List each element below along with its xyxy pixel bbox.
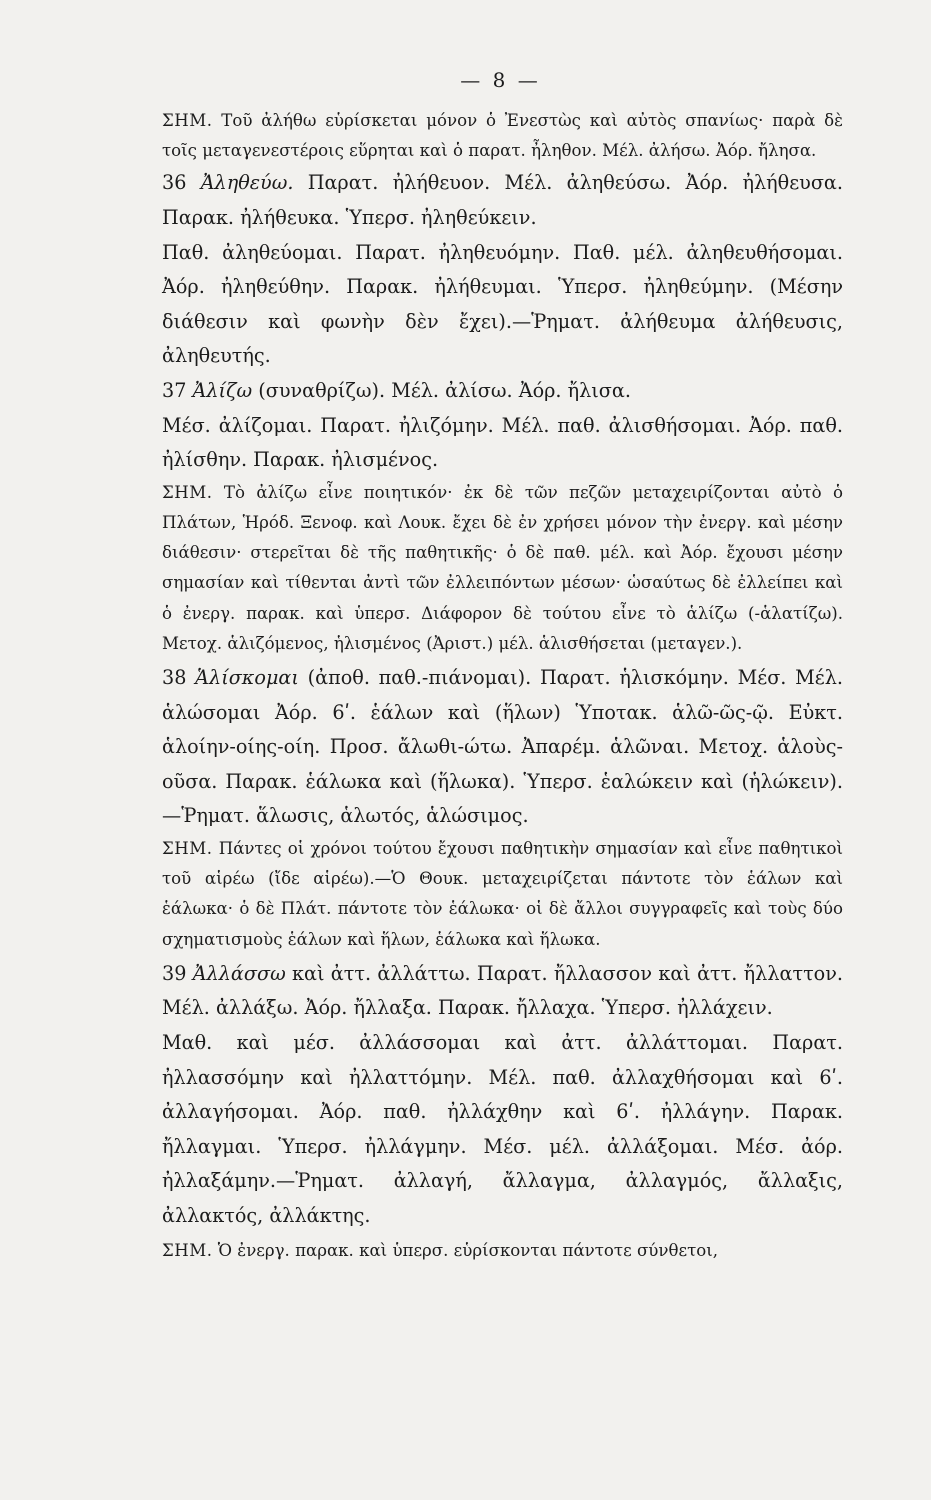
- entry-36: [138, 166, 843, 235]
- page-number: — 8 —: [460, 68, 541, 92]
- entry-text: (συναθρίζω). Μέλ. ἀλίσω. Ἀόρ. ἤλισα.: [258, 378, 631, 402]
- entry-number: 38: [162, 665, 187, 689]
- entry-text: (ἀποθ. παθ.-πιάνομαι). Παρατ. ἡλισκόμην. Μέσ. Μέλ. ἁλώσομαι Ἀόρ. 6ʹ. ἑάλων καὶ (ἥλων) Ὑποτακ. ἁλῶ-ῶς-ῷ. Εὐκτ. ἁλοίην-οίης-οίη. Προσ. ἄλωθι-ώτω. Ἀπαρέμ. ἁλῶναι. Μετοχ. ἁλοὺς-οῦσα. Παρακ. ἑάλωκα καὶ (ἥλωκα). Ὑπερσ. ἑαλώκειν καὶ (ἡλώκειν).—Ῥηματ. ἅλωσις, ἁλωτός, ἁλώσιμος.: [162, 665, 843, 828]
- note-paragraph: [138, 106, 843, 166]
- note-paragraph: [138, 1236, 843, 1266]
- entry-38: [138, 661, 843, 834]
- note-text: Ὁ ἐνεργ. παρακ. καὶ ὑπερσ. εὑρίσκονται πάντοτε σύνθετοι,: [217, 1240, 719, 1260]
- entry-text: καὶ ἀττ. ἀλλάττω. Παρατ. ἤλλασσον καὶ ἀττ. ἤλλαττον. Μέλ. ἀλλάξω. Ἀόρ. ἤλλαξα. Παρακ. ἤλλαχα. Ὑπερσ. ἠλλάχειν.: [162, 961, 843, 1020]
- entry-text: Μαθ. καὶ μέσ. ἀλλάσσομαι καὶ ἀττ. ἀλλάττομαι. Παρατ. ἠλλασσόμην καὶ ἠλλαττόμην. Μέλ. παθ. ἀλλαχθήσομαι καὶ 6ʹ. ἀλλαγήσομαι. Ἀόρ. παθ. ἠλλάχθην καὶ 6ʹ. ἠλλάγην. Παρακ. ἤλλαγμαι. Ὑπερσ. ἠλλάγμην. Μέσ. μέλ. ἀλλάξομαι. Μέσ. ἀόρ. ἠλλαξάμην.—Ῥηματ. ἀλλαγή, ἄλλαγμα, ἀλλαγμός, ἄλλαξις, ἀλλακτός, ἀλλάκτης.: [162, 1030, 843, 1227]
- note-paragraph: [138, 478, 843, 659]
- entry-text: Παθ. ἀληθεύομαι. Παρατ. ἠληθευόμην. Παθ. μέλ. ἀληθευθήσομαι. Ἀόρ. ἠληθεύθην. Παρακ. ἠλήθευμαι. Ὑπερσ. ἠληθεύμην. (Μέσην διάθεσιν καὶ φωνὴν δὲν ἔχει).—Ῥηματ. ἀλήθευμα ἀλήθευσις, ἀληθευτής.: [162, 240, 843, 368]
- note-label: ΣΗΜ.: [162, 1240, 213, 1260]
- entry-headword: Ἀληθεύω.: [200, 171, 294, 195]
- entry-text: Μέσ. ἀλίζομαι. Παρατ. ἠλιζόμην. Μέλ. παθ. ἀλισθήσομαι. Ἀόρ. παθ. ἠλίσθην. Παρακ. ἠλισμένος.: [162, 413, 843, 472]
- note-paragraph: [138, 834, 843, 955]
- entry-headword: Ἀλίζω: [192, 378, 253, 402]
- note-label: ΣΗΜ.: [162, 111, 213, 130]
- entry-39: [138, 957, 843, 1026]
- entry-number: 39: [162, 961, 187, 985]
- entry-number: 36: [162, 171, 187, 195]
- note-label: ΣΗΜ.: [162, 482, 213, 502]
- entry-37-middle: [138, 409, 843, 478]
- entry-text: Παρατ. ἠλήθευον. Μέλ. ἀληθεύσω. Ἀόρ. ἠλήθευσα. Παρακ. ἠλήθευκα. Ὑπερσ. ἠληθεύκειν.: [162, 171, 843, 229]
- note-label: ΣΗΜ.: [162, 838, 213, 858]
- note-text: Πάντες οἱ χρόνοι τούτου ἔχουσι παθητικὴν σημασίαν καὶ εἶνε παθητικοὶ τοῦ αἱρέω (ἴδε αἱρέω).—Ὁ Θουκ. μεταχειρίζεται πάντοτε τὸν ἑάλων καὶ ἑάλωκα· ὁ δὲ Πλάτ. πάντοτε τὸν ἑάλωκα· οἱ δὲ ἄλλοι συγγραφεῖς καὶ τοὺς δύο σχηματισμοὺς ἑάλων καὶ ἥλων, ἑάλωκα καὶ ἥλωκα.: [162, 838, 843, 949]
- entry-39-passive: [138, 1026, 843, 1234]
- entry-36-passive: [138, 236, 843, 374]
- entry-37: [138, 374, 843, 409]
- entry-headword: Ἁλίσκομαι: [195, 665, 299, 689]
- entry-number: 37: [162, 378, 187, 402]
- note-text: Τὸ ἀλίζω εἶνε ποιητικόν· ἐκ δὲ τῶν πεζῶν μεταχειρίζονται αὐτὸ ὁ Πλάτων, Ἡρόδ. Ξενοφ. καὶ Λουκ. ἔχει δὲ ἐν χρήσει μόνον τὴν ἐνεργ. καὶ μέσην διάθεσιν· στερεῖται δὲ τῆς παθητικῆς· ὁ δὲ παθ. μέλ. καὶ Ἀόρ. ἔχουσι μέσην σημασίαν καὶ τίθενται ἀντὶ τῶν ἐλλειπόντων μέσων· ὡσαύτως δὲ ἐλλείπει καὶ ὁ ἐνεργ. παρακ. καὶ ὑπερσ. Διάφορον δὲ τούτου εἶνε τὸ ἁλίζω (-ἁλατίζω). Μετοχ. ἁλιζόμενος, ἡλισμένος (Ἀριστ.) μέλ. ἁλισθήσεται (μεταγεν.).: [162, 482, 843, 653]
- entry-headword: Ἀλλάσσω: [192, 961, 286, 985]
- note-text: Τοῦ ἀλήθω εὑρίσκεται μόνον ὁ Ἐνεστὼς καὶ αὐτὸς σπανίως· παρὰ δὲ τοῖς μεταγενεστέροις εὕρηται καὶ ὁ παρατ. ἦληθον. Μέλ. ἀλήσω. Ἀόρ. ἤλησα.: [162, 111, 843, 161]
